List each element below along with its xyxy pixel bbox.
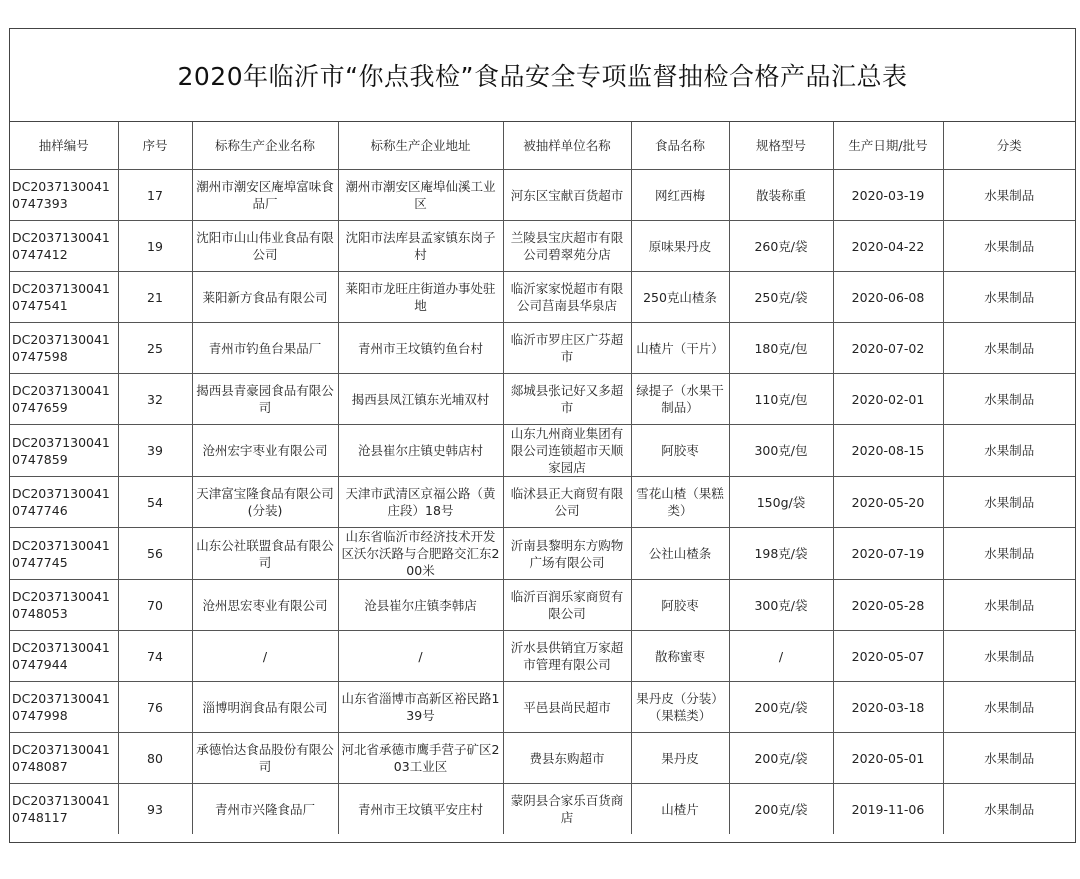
cell-sequence: 17 (118, 170, 192, 221)
cell-company-name: / (192, 631, 338, 682)
cell-sequence: 21 (118, 272, 192, 323)
cell-category: 水果制品 (943, 682, 1075, 733)
cell-sampled-unit: 郯城县张记好又多超市 (503, 374, 631, 425)
cell-food-name: 雪花山楂（果糕类） (631, 477, 729, 528)
cell-sample-code: DC20371300410747944 (10, 631, 118, 682)
cell-sampled-unit: 临沭县正大商贸有限公司 (503, 477, 631, 528)
cell-sequence: 93 (118, 784, 192, 835)
cell-sampled-unit: 临沂市罗庄区广芬超市 (503, 323, 631, 374)
cell-company-name: 沧州宏宇枣业有限公司 (192, 425, 338, 477)
cell-production-date: 2020-07-02 (833, 323, 943, 374)
cell-company-address: 青州市王坟镇钓鱼台村 (338, 323, 503, 374)
table-row (10, 477, 1075, 528)
table-row (10, 323, 1075, 374)
table-row (10, 425, 1075, 477)
cell-company-name: 山东公社联盟食品有限公司 (192, 528, 338, 580)
table-row (10, 682, 1075, 733)
cell-food-name: 山楂片（干片） (631, 323, 729, 374)
cell-spec: 150g/袋 (729, 477, 833, 528)
cell-company-name: 青州市钓鱼台果品厂 (192, 323, 338, 374)
cell-company-name: 承德怡达食品股份有限公司 (192, 733, 338, 784)
cell-company-name: 潮州市潮安区庵埠富味食品厂 (192, 170, 338, 221)
cell-company-address: 潮州市潮安区庵埠仙溪工业区 (338, 170, 503, 221)
cell-company-name: 莱阳新方食品有限公司 (192, 272, 338, 323)
table-row (10, 784, 1075, 835)
cell-category: 水果制品 (943, 425, 1075, 477)
cell-company-name: 青州市兴隆食品厂 (192, 784, 338, 835)
cell-category: 水果制品 (943, 477, 1075, 528)
cell-category: 水果制品 (943, 631, 1075, 682)
cell-company-name: 天津富宝隆食品有限公司(分装) (192, 477, 338, 528)
cell-company-address: 河北省承德市鹰手营子矿区203工业区 (338, 733, 503, 784)
cell-sample-code: DC20371300410747659 (10, 374, 118, 425)
cell-production-date: 2020-04-22 (833, 221, 943, 272)
cell-sample-code: DC20371300410747412 (10, 221, 118, 272)
cell-production-date: 2020-07-19 (833, 528, 943, 580)
cell-sampled-unit: 兰陵县宝庆超市有限公司碧翠苑分店 (503, 221, 631, 272)
cell-company-address: 莱阳市龙旺庄街道办事处驻地 (338, 272, 503, 323)
cell-spec: 200克/袋 (729, 784, 833, 835)
cell-spec: 300克/包 (729, 425, 833, 477)
cell-category: 水果制品 (943, 580, 1075, 631)
cell-food-name: 原味果丹皮 (631, 221, 729, 272)
cell-food-name: 公社山楂条 (631, 528, 729, 580)
cell-food-name: 果丹皮 (631, 733, 729, 784)
cell-sample-code: DC20371300410747541 (10, 272, 118, 323)
cell-company-address: / (338, 631, 503, 682)
table-row (10, 374, 1075, 425)
cell-category: 水果制品 (943, 374, 1075, 425)
cell-spec: 散装称重 (729, 170, 833, 221)
cell-food-name: 阿胶枣 (631, 580, 729, 631)
table-row (10, 221, 1075, 272)
cell-spec: 180克/包 (729, 323, 833, 374)
cell-sample-code: DC20371300410747998 (10, 682, 118, 733)
col-header-category: 分类 (943, 122, 1075, 170)
cell-company-address: 揭西县凤江镇东光埔双村 (338, 374, 503, 425)
header-row (10, 122, 1075, 170)
cell-company-address: 沈阳市法库县孟家镇东岗子村 (338, 221, 503, 272)
cell-spec: 110克/包 (729, 374, 833, 425)
cell-sample-code: DC20371300410747859 (10, 425, 118, 477)
table-row (10, 580, 1075, 631)
cell-sample-code: DC20371300410748117 (10, 784, 118, 835)
cell-company-address: 沧县崔尔庄镇李韩店 (338, 580, 503, 631)
col-header-address: 标称生产企业地址 (338, 122, 503, 170)
cell-sequence: 39 (118, 425, 192, 477)
cell-sample-code: DC20371300410747598 (10, 323, 118, 374)
cell-sequence: 54 (118, 477, 192, 528)
cell-spec: 260克/袋 (729, 221, 833, 272)
table-row (10, 528, 1075, 580)
cell-company-name: 淄博明润食品有限公司 (192, 682, 338, 733)
table-row (10, 272, 1075, 323)
col-header-company: 标称生产企业名称 (192, 122, 338, 170)
cell-food-name: 山楂片 (631, 784, 729, 835)
col-header-spec: 规格型号 (729, 122, 833, 170)
cell-sampled-unit: 费县东购超市 (503, 733, 631, 784)
cell-sampled-unit: 沂水县供销宜万家超市管理有限公司 (503, 631, 631, 682)
cell-food-name: 果丹皮（分装）（果糕类） (631, 682, 729, 733)
cell-category: 水果制品 (943, 272, 1075, 323)
cell-category: 水果制品 (943, 221, 1075, 272)
table-row (10, 631, 1075, 682)
cell-sampled-unit: 临沂百润乐家商贸有限公司 (503, 580, 631, 631)
cell-sequence: 19 (118, 221, 192, 272)
product-table (10, 122, 1075, 834)
cell-sample-code: DC20371300410748087 (10, 733, 118, 784)
cell-sample-code: DC20371300410747746 (10, 477, 118, 528)
cell-production-date: 2020-02-01 (833, 374, 943, 425)
cell-category: 水果制品 (943, 733, 1075, 784)
cell-sampled-unit: 沂南县黎明东方购物广场有限公司 (503, 528, 631, 580)
cell-sequence: 70 (118, 580, 192, 631)
cell-category: 水果制品 (943, 528, 1075, 580)
cell-sample-code: DC20371300410747745 (10, 528, 118, 580)
cell-spec: 198克/袋 (729, 528, 833, 580)
summary-sheet (9, 28, 1076, 843)
cell-company-name: 沈阳市山山伟业食品有限公司 (192, 221, 338, 272)
table-row (10, 733, 1075, 784)
table-row (10, 170, 1075, 221)
cell-sampled-unit: 河东区宝献百货超市 (503, 170, 631, 221)
cell-sequence: 76 (118, 682, 192, 733)
cell-production-date: 2020-03-18 (833, 682, 943, 733)
cell-sampled-unit: 山东九州商业集团有限公司连锁超市天顺家园店 (503, 425, 631, 477)
cell-food-name: 散称蜜枣 (631, 631, 729, 682)
cell-company-address: 山东省淄博市高新区裕民路139号 (338, 682, 503, 733)
cell-spec: / (729, 631, 833, 682)
col-header-date: 生产日期/批号 (833, 122, 943, 170)
cell-food-name: 绿提子（水果干制品） (631, 374, 729, 425)
cell-sample-code: DC20371300410748053 (10, 580, 118, 631)
cell-sampled-unit: 蒙阴县合家乐百货商店 (503, 784, 631, 835)
cell-sequence: 56 (118, 528, 192, 580)
col-header-food: 食品名称 (631, 122, 729, 170)
cell-category: 水果制品 (943, 323, 1075, 374)
cell-food-name: 网红西梅 (631, 170, 729, 221)
cell-sequence: 80 (118, 733, 192, 784)
cell-production-date: 2020-05-20 (833, 477, 943, 528)
cell-category: 水果制品 (943, 170, 1075, 221)
cell-sequence: 74 (118, 631, 192, 682)
col-header-code: 抽样编号 (10, 122, 118, 170)
cell-food-name: 250克山楂条 (631, 272, 729, 323)
cell-category: 水果制品 (943, 784, 1075, 835)
cell-sampled-unit: 平邑县尚民超市 (503, 682, 631, 733)
cell-production-date: 2020-05-28 (833, 580, 943, 631)
cell-production-date: 2020-05-07 (833, 631, 943, 682)
cell-company-name: 揭西县青豪园食品有限公司 (192, 374, 338, 425)
cell-production-date: 2020-05-01 (833, 733, 943, 784)
page-title: 2020年临沂市“你点我检”食品安全专项监督抽检合格产品汇总表 (10, 29, 1075, 122)
cell-company-address: 青州市王坟镇平安庄村 (338, 784, 503, 835)
cell-spec: 200克/袋 (729, 733, 833, 784)
cell-spec: 250克/袋 (729, 272, 833, 323)
cell-production-date: 2020-06-08 (833, 272, 943, 323)
cell-company-name: 沧州思宏枣业有限公司 (192, 580, 338, 631)
col-header-seq: 序号 (118, 122, 192, 170)
cell-production-date: 2019-11-06 (833, 784, 943, 835)
cell-sampled-unit: 临沂家家悦超市有限公司莒南县华泉店 (503, 272, 631, 323)
cell-company-address: 沧县崔尔庄镇史韩店村 (338, 425, 503, 477)
cell-production-date: 2020-03-19 (833, 170, 943, 221)
cell-production-date: 2020-08-15 (833, 425, 943, 477)
cell-company-address: 天津市武清区京福公路（黄庄段）18号 (338, 477, 503, 528)
cell-spec: 200克/袋 (729, 682, 833, 733)
cell-sample-code: DC20371300410747393 (10, 170, 118, 221)
cell-spec: 300克/袋 (729, 580, 833, 631)
cell-company-address: 山东省临沂市经济技术开发区沃尔沃路与合肥路交汇东200米 (338, 528, 503, 580)
cell-food-name: 阿胶枣 (631, 425, 729, 477)
cell-sequence: 32 (118, 374, 192, 425)
cell-sequence: 25 (118, 323, 192, 374)
col-header-sampled-unit: 被抽样单位名称 (503, 122, 631, 170)
